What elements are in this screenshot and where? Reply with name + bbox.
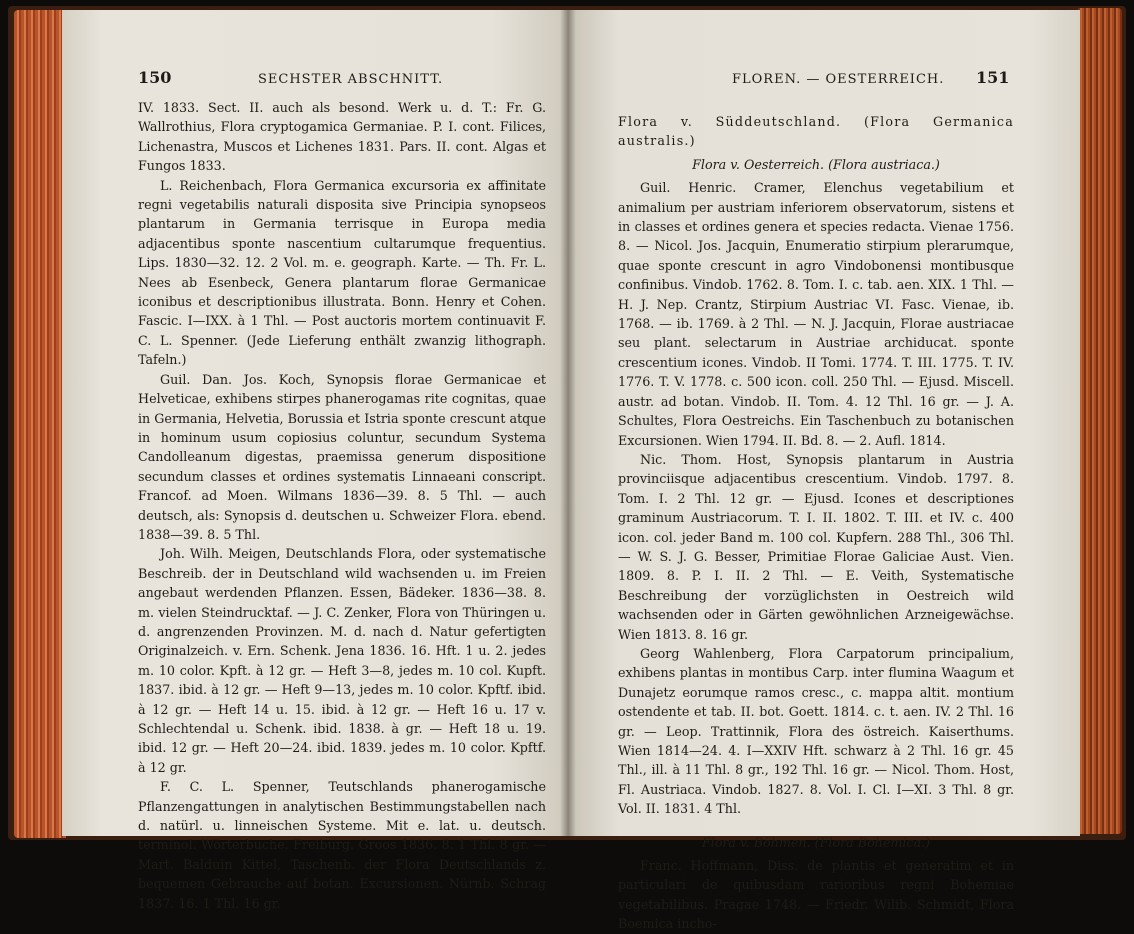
heading-bohemia: Flora v. Böhmen. (Flora Bohemica.) (701, 834, 931, 850)
heading-austria: Flora v. Oesterreich. (Flora austriaca.) (692, 156, 940, 172)
paragraph: Guil. Dan. Jos. Koch, Synopsis florae Germanicae et Helveticae, exhibens stirpes phanerogamas rite cognitas, quae in Germania, Helvetia, Borussia et Istria sponte crescunt atque in hominum usum copiosius coluntur, secundum Systema Candolleanum digestas, praemissa generum dispositione secundum classes et ordines systematis Linnaeani conscript. Francof. ad Moen. Wilmans 1836—39. 8. 5 Thl. — auch deutsch, als: Synopsis d. deutschen u. Schweizer Flora. ebend. 1838—39. 8. 5 Thl. (138, 371, 546, 542)
page-edges-left (14, 10, 66, 838)
page-edges-right (1078, 8, 1122, 834)
right-body (618, 112, 1014, 934)
left-body (138, 98, 546, 913)
paragraph: F. C. L. Spenner, Teutschlands phanerogamische Pflanzengattungen in analytischen Bestimmungstabellen nach d. natürl. u. linneischen Systeme. Mit e. lat. u. deutsch. terminol. Wörterbuche. Freiburg. Groos 1836. 8. 1 Thl. 8 gr. — Mart. Balduin Kittel, Taschenb. der Flora Deutschlands z. bequemen Gebrauche auf botan. Excursionen. Nürnb. Schrag 1837. 16. 1 Thl. 16 gr. (138, 779, 546, 911)
paragraph: IV. 1833. Sect. II. auch als besond. Werk u. d. T.: Fr. G. Wallrothius, Flora cryptogamica Germaniae. P. I. cont. Filices, Lichenastra, Muscos et Lichenes 1831. Pars. II. cont. Algas et Fungos 1833. (138, 100, 546, 174)
spacer (618, 819, 1014, 829)
section-line: Flora v. Süddeutschland. (Flora Germanica australis.) (618, 114, 1014, 149)
paragraph: Georg Wahlenberg, Flora Carpatorum principalium, exhibens plantas in montibus Carp. inter flumina Waagum et Dunajetz eorumque ramos cresc., c. mappa altit. montium ostendente et tab. II. bot. Goett. 1814. c. t. aen. IV. 2 Thl. 16 gr. — Leop. Trattinnik, Flora des östreich. Kaiserthums. Wien 1814—24. 4. I—XXIV Hft. schwarz à 2 Thl. 16 gr. 45 Thl., ill. à 11 Thl. 8 gr., 192 Thl. 16 gr. — Nicol. Thom. Host, Fl. Austriaca. Vindob. 1827. 8. Vol. I. Cl. I—XI. 3 Thl. 8 gr. Vol. II. 1831. 4 Thl. (618, 645, 1014, 817)
paragraph: L. Reichenbach, Flora Germanica excursoria ex affinitate regni vegetabilis naturali disposita sive Principia synopseos plantarum in Germania terrisque in Europa media adjacentibus sponte nascentium cultarumque frequentius. Lips. 1830—32. 12. 2 Vol. m. e. geograph. Karte. — Th. Fr. L. Nees ab Esenbeck, Genera plantarum florae Germanicae iconibus et descriptionibus illustrata. Bonn. Henry et Cohen. Fascic. I—IXX. à 1 Thl. — Post auctoris mortem continuavit F. C. L. Spenner. (Jede Lieferung enthält zwanzig lithograph. Tafeln.) (138, 177, 546, 368)
paragraph: Nic. Thom. Host, Synopsis plantarum in Austria provinciisque adjacentibus crescentium. Vindob. 1797. 8. Tom. I. 2 Thl. 12 gr. — Ejusd. Icones et descriptiones graminum Austriacorum. T. I. II. 1802. T. III. et IV. c. 400 icon. col. jeder Band m. 100 col. Kupfern. 288 Thl., 306 Thl. — W. S. J. G. Besser, Primitiae Florae Galiciae Aust. Vien. 1809. 8. P. I. II. 2 Thl. — E. Veith, Systematische Beschreibung der vorzüglichsten in Oestreich wild wachsenden oder in Gärten gewöhnlichen Arzneigewächse. Wien 1813. 8. 16 gr. (618, 451, 1014, 642)
right-page (568, 10, 1080, 932)
page-number-right: 151 (976, 68, 1010, 87)
page-number-left: 150 (138, 68, 172, 87)
paragraph: Franc. Hoffmann, Diss. de plantis et generatim et in particulari de quibusdam rarioribus regni Bohemiae vegetabilibus. Pragae 1748. — Friedr. Wilib. Schmidt, Flora Boemica incho- (618, 858, 1014, 932)
paragraph: Guil. Henric. Cramer, Elenchus vegetabilium et animalium per austriam inferiorem observatorum, sistens et in classes et ordines genera et species redacta. Vienae 1756. 8. — Nicol. Jos. Jacquin, Enumeratio stirpium plerarumque, quae sponte crescunt in agro Vindobonensi montibusque confinibus. Vindob. 1762. 8. Tom. I. c. tab. aen. XIX. 1 Thl. — H. J. Nep. Crantz, Stirpium Austriac VI. Fasc. Vienae, ib. 1768. — ib. 1769. à 2 Thl. — N. J. Jacquin, Florae austriacae seu plant. selectarum in Austriae archiducat. sponte crescentium icones. Vindob. II Tomi. 1774. T. III. 1775. T. IV. 1776. T. V. 1778. c. 500 icon. coll. 250 Thl. — Ejusd. Miscell. austr. ad botan. Vindob. II. Tom. 4. 12 Thl. 16 gr. — J. A. Schultes, Flora Oestreichs. Ein Taschenbuch zu botanischen Excursionen. Wien 1794. II. Bd. 8. — 2. Aufl. 1814. (618, 180, 1014, 448)
running-head-left: SECHSTER ABSCHNITT. (258, 72, 444, 87)
paragraph: Joh. Wilh. Meigen, Deutschlands Flora, oder systematische Beschreib. der in Deutschland wild wachsenden u. im Freien angebaut werdenden Pflanzen. Essen, Bädeker. 1836—38. 8. m. vielen Steindrucktaf. — J. C. Zenker, Flora von Thüringen u. d. angrenzenden Provinzen. M. d. nach d. Natur gefertigten Originalzeich. v. Ern. Schenk. Jena 1836. 16. Hft. 1 u. 2. jedes m. 10 color. Kpft. à 12 gr. — Heft 3—8, jedes m. 10 col. Kupft. 1837. ibid. à 12 gr. — Heft 9—13, jedes m. 10 color. Kpftf. ibid. à 12 gr. — Heft 14 u. 15. ibid. à 12 gr. — Heft 16 u. 17 v. Schlechtendal u. Schenk. ibid. 1838. à gr. — Heft 18 u. 19. ibid. 12 gr. — Heft 20—24. ibid. 1839. jedes m. 10 color. Kpftf. à 12 gr. (138, 546, 546, 775)
running-head-right: FLOREN. — OESTERREICH. (732, 72, 945, 87)
left-page (62, 10, 568, 911)
book-gutter (560, 10, 576, 836)
